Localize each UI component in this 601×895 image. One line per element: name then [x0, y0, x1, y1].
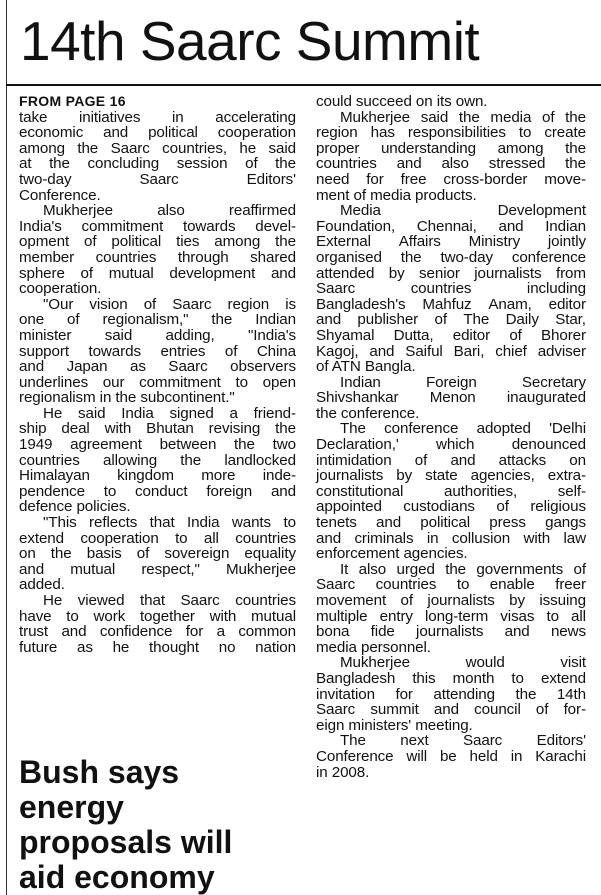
text-line: Foundation, Chennai, and Indian [316, 217, 586, 235]
text-line: member countries through shared [19, 248, 296, 266]
text-line: Mukherjee would visit [340, 654, 586, 672]
text-line: ship deal with Bhutan revising the [19, 420, 296, 438]
text-line: future as he thought no nation [19, 638, 296, 656]
text-line: Mukherjee also reaffirmed [43, 202, 296, 220]
text-line: Conference. [19, 186, 101, 204]
text-line: of ATN Bangla. [316, 358, 416, 376]
text-line: The next Saarc Editors' [340, 732, 586, 750]
text-line: two-day Saarc Editors' [19, 170, 296, 188]
text-line: He viewed that Saarc countries [43, 592, 296, 609]
text-line: countries and also stressed the [316, 155, 586, 173]
text-line: ment of media products. [316, 186, 477, 204]
text-line: take initiatives in accelerating [19, 108, 296, 126]
text-line: Shivshankar Menon inaugurated [316, 389, 586, 407]
text-line: Media Development [340, 202, 586, 220]
text-line: economic and political cooperation [19, 124, 296, 142]
text-line: attended by senior journalists from [316, 264, 586, 282]
text-line: India's commitment towards devel- [19, 217, 296, 235]
text-line: sphere of mutual development and [19, 264, 296, 282]
text-line: Saarc summit and council of for- [316, 701, 586, 719]
text-line: countries allowing the landlocked [19, 451, 296, 469]
text-line: and Japan as Saarc observers [19, 358, 296, 376]
text-line: underlines our commitment to open [19, 373, 296, 391]
subhead-line: proposals will [19, 824, 233, 860]
text-line: on the basis of sovereign equality [19, 545, 296, 563]
text-line: have to work together with mutual [19, 607, 296, 625]
text-line: extend cooperation to all countries [19, 529, 296, 547]
text-line: invitation for attending the 14th [316, 685, 586, 703]
text-line: Indian Foreign Secretary [340, 373, 586, 391]
subhead-line: aid economy [19, 859, 215, 895]
text-line: regionalism in the subcontinent." [19, 389, 235, 407]
text-line: among the Saarc countries, he said [19, 139, 296, 157]
text-line: added. [19, 576, 65, 594]
subhead-line: Bush says [19, 754, 180, 790]
text-line: one of regionalism," the Indian [19, 311, 296, 329]
text-line: defence policies. [19, 498, 131, 516]
text-line: the conference. [316, 404, 420, 422]
text-line: need for free cross-border move- [316, 170, 586, 188]
text-line: opment of political ties among the [19, 233, 296, 251]
text-line: movement of journalists by issuing [316, 592, 586, 609]
text-line: intimidation of and attacks on [316, 451, 586, 469]
text-line: Saarc countries including [316, 280, 586, 298]
column-rule [6, 0, 7, 895]
text-line: eign ministers' meeting. [316, 716, 473, 734]
text-line: journalists by state agencies, extra- [316, 467, 586, 485]
right-column-text [316, 94, 586, 780]
text-line: proper understanding among the [316, 139, 586, 157]
text-line: bona fide journalists and news [316, 623, 586, 641]
text-line: Declaration,' which denounced [316, 436, 586, 454]
text-line: Himalayan kingdom more inde- [19, 467, 296, 485]
article-column-right [316, 94, 586, 780]
text-line: and criminals in collusion with law [316, 529, 586, 547]
article-column-left [19, 94, 296, 655]
text-line: Bangladesh this month to extend [316, 669, 586, 687]
text-line: at the concluding session of the [19, 155, 296, 173]
text-line: constitutional authorities, self- [316, 482, 586, 500]
text-line: Saarc countries to enable freer [316, 576, 586, 594]
text-line: organised the two-day conference [316, 248, 586, 266]
text-line: The conference adopted 'Delhi [340, 420, 586, 438]
text-line: Shyamal Dutta, editor of Bhorer [316, 326, 586, 344]
headline: 14th Saarc Summit [20, 10, 480, 72]
text-line: "Our vision of Saarc region is [43, 295, 296, 313]
left-column-text [19, 110, 296, 656]
text-line: could succeed on its own. [316, 93, 488, 110]
text-line: trust and confidence for a common [19, 623, 296, 641]
text-line: and mutual respect," Mukherjee [19, 560, 296, 578]
text-line: multiple entry long-term visas to all [316, 607, 586, 625]
kicker: FROM PAGE 16 [19, 93, 126, 109]
text-line: He said India signed a friend- [43, 404, 296, 422]
text-line: appointed custodians of religious [316, 498, 586, 516]
text-line: media personnel. [316, 638, 431, 656]
text-line: Bangladesh's Mahfuz Anam, editor [316, 295, 586, 313]
subhead-line: energy [19, 789, 124, 825]
text-line: It also urged the governments of [340, 560, 586, 578]
text-line: External Affairs Ministry jointly [316, 233, 586, 251]
text-line: cooperation. [19, 280, 102, 298]
subhead [19, 755, 299, 895]
text-line: Kagoj, and Saiful Bari, chief adviser [316, 342, 586, 360]
text-line: "This reflects that India wants to [43, 514, 296, 532]
text-line: region has responsibilities to create [316, 124, 586, 142]
text-line: tenets and political press gangs [316, 514, 586, 532]
text-line: in 2008. [316, 763, 370, 781]
text-line: support towards entries of China [19, 342, 296, 360]
headline-rule [6, 84, 601, 86]
text-line: and publisher of The Daily Star, [316, 311, 586, 329]
text-line: enforcement agencies. [316, 545, 468, 563]
text-line: 1949 agreement between the two [19, 436, 296, 454]
text-line: Conference will be held in Karachi [316, 747, 586, 765]
text-line: minister said adding, "India's [19, 326, 296, 344]
text-line: pendence to conduct foreign and [19, 482, 296, 500]
text-line: Mukherjee said the media of the [340, 108, 586, 126]
